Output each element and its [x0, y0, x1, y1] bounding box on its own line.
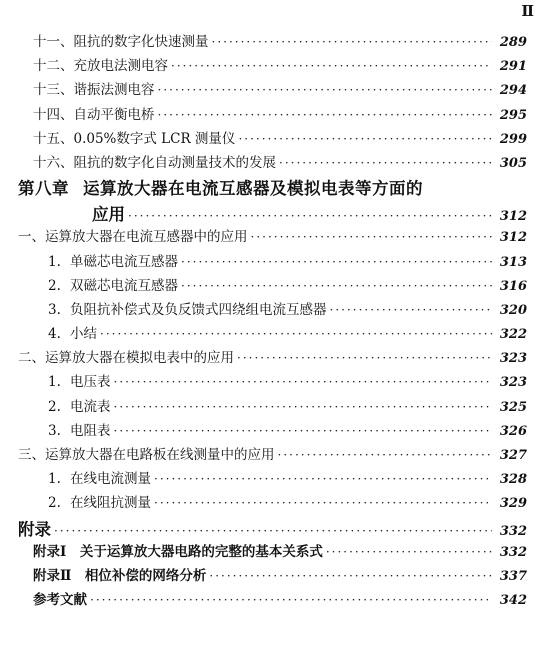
subentry-number: 2. [48, 277, 61, 294]
toc-entry[interactable] [0, 78, 543, 102]
subentry-text: 小结 [70, 326, 97, 343]
subentry-title [48, 395, 111, 415]
subentry-title [48, 370, 111, 390]
toc-subentry[interactable] [0, 250, 543, 274]
toc-entry-title: 十四、自动平衡电桥 [33, 106, 155, 123]
toc-section[interactable] [0, 346, 543, 370]
subentry-page: 326 [499, 423, 527, 439]
subentry-page: 316 [499, 278, 527, 294]
appendix-item-page: 337 [499, 568, 527, 584]
dot-leader [212, 35, 493, 49]
toc-entry[interactable] [0, 54, 543, 78]
toc-entry[interactable] [0, 127, 543, 151]
toc-subentry[interactable] [0, 491, 543, 515]
appendix-title: 附录 [18, 519, 51, 539]
dot-leader [278, 448, 493, 462]
toc-entry[interactable] [0, 103, 543, 127]
toc-entry-title: 十三、谐振法测电容 [33, 82, 155, 99]
dot-leader [171, 59, 492, 73]
subentry-page: 322 [499, 327, 527, 343]
toc-subentry[interactable] [0, 370, 543, 394]
subentry-number: 4. [48, 326, 61, 343]
subentry-text: 在线电流测量 [70, 471, 151, 488]
toc-entry-page: 299 [499, 131, 527, 147]
dot-leader [114, 424, 493, 438]
appendix-item-page: 332 [499, 544, 527, 560]
dot-leader [279, 156, 492, 170]
subentry-number: 3. [48, 422, 61, 439]
subentry-text: 电流表 [70, 398, 111, 415]
toc-entry-title: 十六、阻抗的数字化自动测量技术的发展 [33, 154, 276, 171]
dot-leader [114, 400, 493, 414]
dot-leader [90, 593, 492, 607]
toc-entry-title: 十二、充放电法测电容 [33, 58, 168, 75]
subentry-number: 1. [48, 253, 61, 270]
toc-section[interactable] [0, 225, 543, 249]
toc-entry[interactable] [0, 151, 543, 175]
chapter-page: 312 [499, 209, 527, 225]
subentry-text: 负阻抗补偿式及负反馈式四绕组电流互感器 [70, 301, 327, 318]
subentry-title [48, 274, 178, 294]
toc-subentry[interactable] [0, 298, 543, 322]
dot-leader [158, 83, 493, 97]
appendix-item-page: 342 [499, 593, 527, 609]
appendix-page: 332 [499, 523, 527, 539]
chapter-title: 运算放大器在电流互感器及模拟电表等方面的 [83, 179, 423, 199]
section-title: 二、运算放大器在模拟电表中的应用 [18, 350, 234, 367]
subentry-page: 313 [499, 254, 527, 270]
dot-leader [154, 496, 492, 510]
toc-entry-title: 十一、阻抗的数字化快速测量 [33, 34, 209, 50]
subentry-text: 在线阻抗测量 [70, 495, 151, 512]
toc-entry-page: 289 [499, 35, 527, 50]
toc-subentry[interactable] [0, 395, 543, 419]
table-of-contents [0, 30, 543, 612]
toc-subentry[interactable] [0, 274, 543, 298]
toc-section[interactable] [0, 443, 543, 467]
dot-leader [114, 375, 493, 389]
dot-leader [154, 472, 492, 486]
dot-leader [54, 524, 492, 538]
subentry-number: 1. [48, 374, 61, 391]
subentry-page: 328 [499, 472, 527, 488]
dot-leader [128, 209, 492, 223]
dot-leader [330, 303, 493, 317]
toc-appendix-item[interactable] [0, 588, 543, 612]
appendix-item-title: 附录Ⅱ 相位补偿的网络分析 [33, 567, 207, 584]
section-page: 323 [499, 351, 527, 367]
section-title: 一、运算放大器在电流互感器中的应用 [18, 229, 248, 246]
chapter-title-cont: 应用 [92, 205, 125, 225]
subentry-page: 323 [499, 375, 527, 391]
toc-entry[interactable] [0, 30, 543, 54]
subentry-title [48, 491, 151, 511]
subentry-page: 320 [499, 302, 527, 318]
toc-entry-page: 291 [499, 59, 527, 75]
subentry-page: 325 [499, 399, 527, 415]
subentry-page: 329 [499, 496, 527, 512]
toc-subentry[interactable] [0, 322, 543, 346]
appendix-item-title: 参考文献 [33, 592, 87, 609]
dot-leader [251, 230, 493, 244]
chapter-heading-continued[interactable] [0, 201, 543, 225]
page-marker: Ⅱ [521, 2, 533, 20]
subentry-number: 2. [48, 495, 61, 512]
subentry-title [48, 419, 111, 439]
toc-appendix-item[interactable] [0, 564, 543, 588]
toc-appendix-item[interactable] [0, 540, 543, 564]
subentry-title [48, 298, 327, 318]
dot-leader [100, 327, 492, 341]
chapter-heading[interactable] [0, 175, 543, 201]
subentry-title [48, 250, 178, 270]
subentry-text: 双磁芯电流互感器 [70, 277, 178, 294]
toc-entry-page: 295 [499, 107, 527, 123]
subentry-title [48, 322, 97, 342]
dot-leader [181, 255, 492, 269]
toc-subentry[interactable] [0, 467, 543, 491]
subentry-text: 电压表 [70, 374, 111, 391]
dot-leader [181, 279, 492, 293]
subentry-text: 电阻表 [70, 422, 111, 439]
appendix-item-title: 附录Ⅰ 关于运算放大器电路的完整的基本关系式 [33, 543, 323, 560]
dot-leader [238, 132, 492, 146]
toc-entry-page: 294 [499, 83, 527, 99]
toc-entry-page: 305 [499, 155, 527, 171]
dot-leader [158, 108, 493, 122]
chapter-number: 第八章 [18, 179, 69, 199]
section-title: 三、运算放大器在电路板在线测量中的应用 [18, 447, 275, 463]
toc-appendix[interactable] [0, 516, 543, 540]
dot-leader [209, 569, 492, 583]
dot-leader [326, 545, 492, 559]
section-page: 312 [499, 230, 527, 246]
section-page: 327 [499, 448, 527, 463]
toc-entry-title: 十五、0.05%数字式 LCR 测量仪 [33, 130, 236, 147]
subentry-title [48, 467, 151, 487]
subentry-number: 1. [48, 471, 61, 488]
subentry-text: 单磁芯电流互感器 [70, 253, 178, 270]
dot-leader [237, 351, 492, 365]
toc-subentry[interactable] [0, 419, 543, 443]
subentry-number: 2. [48, 398, 61, 415]
subentry-number: 3. [48, 301, 61, 318]
